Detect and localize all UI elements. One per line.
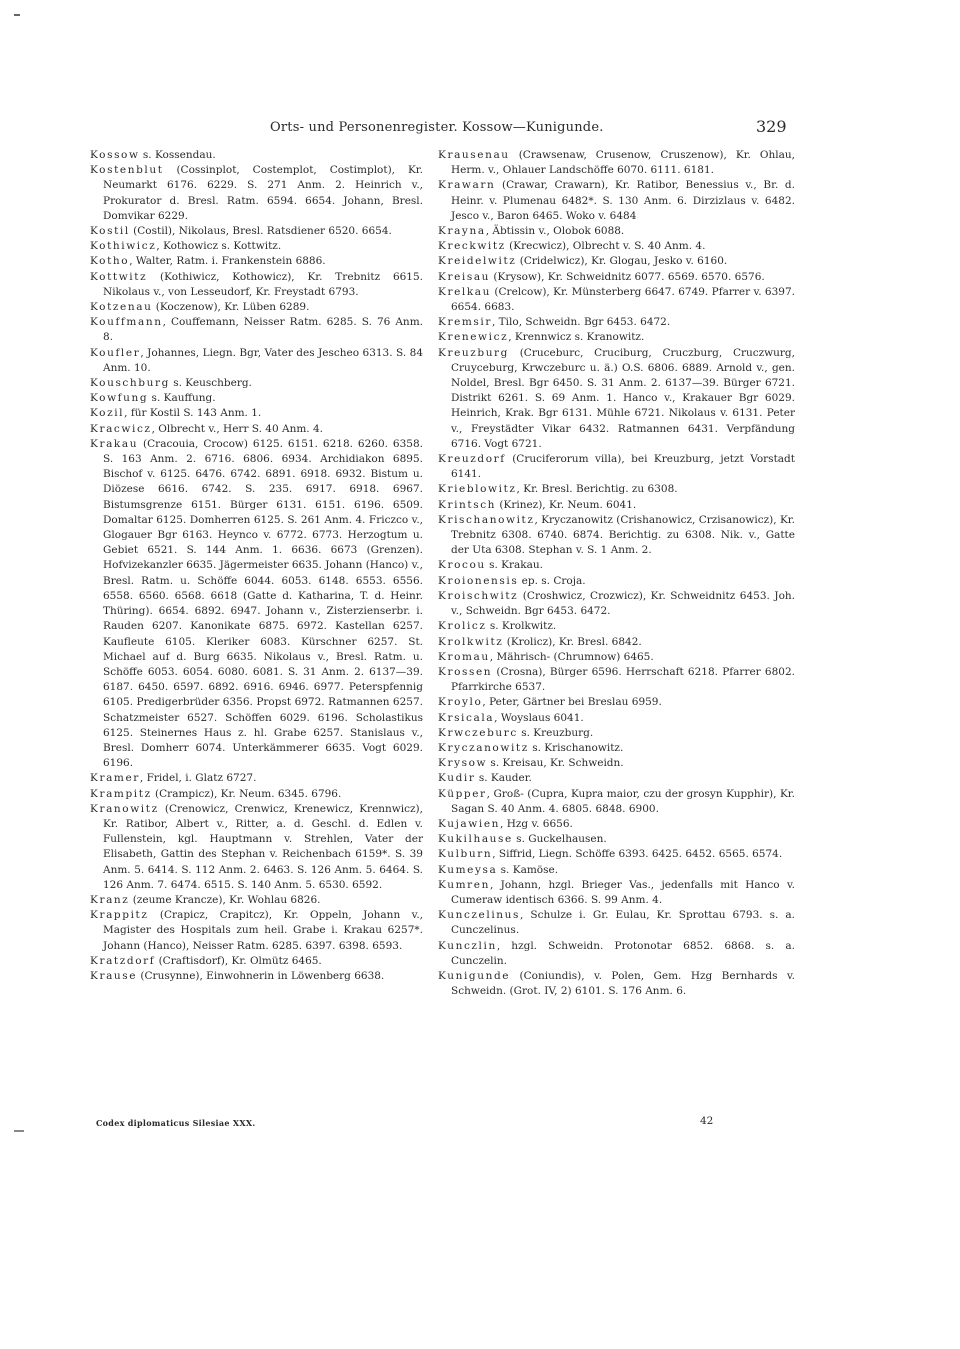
index-entry	[438, 878, 795, 908]
entry-text: (Crusynne), Einwohnerin in Löwenberg 6638.	[137, 969, 385, 982]
index-entry	[438, 574, 795, 589]
entry-text: s. Guckelhausen.	[512, 833, 607, 846]
entry-headword: Krieblowitz	[438, 483, 517, 496]
index-entry	[438, 270, 795, 285]
entry-text: s. Kamöse.	[497, 863, 559, 876]
index-entry	[438, 908, 795, 938]
index-entry	[438, 178, 795, 224]
index-entry	[90, 422, 423, 437]
entry-headword: Kunczelinus	[438, 909, 520, 922]
entry-headword: Kreidelwitz	[438, 255, 517, 268]
entry-headword: Koufler	[90, 346, 141, 359]
entry-text: , Peter, Gärtner bei Breslau 6959.	[482, 696, 662, 709]
entry-headword: Kowfung	[90, 392, 149, 405]
entry-headword: Kotzenau	[90, 301, 153, 314]
index-entry	[438, 969, 795, 999]
index-entry	[438, 315, 795, 330]
index-entry	[438, 711, 795, 726]
entry-headword: Krolicz	[438, 620, 487, 633]
entry-text: (Costil), Nikolaus, Bresl. Ratsdiener 6520. 6654.	[129, 225, 392, 238]
entry-headword: Kranz	[90, 893, 130, 906]
entry-text: , Johann, hzgl. Brieger Vas., jedenfalls mit Hanco v. Cumeraw identisch 6366. S. 99 Anm. 4.	[451, 878, 795, 906]
index-entry	[90, 224, 423, 239]
entry-text: (Koczenow), Kr. Lüben 6289.	[152, 301, 310, 314]
index-entry	[438, 832, 795, 847]
index-entry	[90, 163, 423, 224]
entry-headword: Kouffmann	[90, 316, 163, 329]
entry-headword: Krocou	[438, 559, 486, 572]
entry-headword: Kremsir	[438, 316, 492, 329]
entry-headword: Kunczlin	[438, 939, 497, 952]
entry-text: , Krennwicz s. Kranowitz.	[508, 331, 645, 344]
scan-edge-mark	[14, 14, 20, 16]
entry-headword: Kroylo	[438, 696, 483, 709]
entry-text: (Crenowicz, Crenwicz, Krenewicz, Krennwicz), Kr. Ratibor, Albert v., Ritter, a. d. Geschl. d. Edlen v. Fullenstein, kgl. Hauptmann v. Strehlen, Vater der Elisabeth, Gattin des Stephan v. Reichenbach 6159*. S. 39 Anm. 5. 6414. S. 112 Anm. 2. 6463. S. 126 Anm. 5. 6464. S. 126 Anm. 7. 6474. 6515. S. 140 Anm. 5. 6530. 6592.	[103, 802, 423, 891]
index-entry	[438, 452, 795, 482]
index-entry	[90, 406, 423, 421]
entry-headword: Kramer	[90, 772, 140, 785]
entry-text: s. Krakau.	[485, 559, 543, 572]
entry-text: , Fridel, i. Glatz 6727.	[139, 772, 257, 785]
entry-headword: Kostenblut	[90, 164, 164, 177]
index-entry	[438, 513, 795, 559]
entry-text: (Coniundis), v. Polen, Gem. Hzg Bernhards v. Schweidn. (Grot. IV, 2) 6101. S. 176 Anm. 6.	[451, 969, 795, 998]
entry-headword: Krappitz	[90, 909, 149, 922]
entry-headword: Kroionensis	[438, 574, 519, 587]
entry-text: , Hzg v. 6656.	[500, 817, 573, 830]
entry-text: , für Kostil S. 143 Anm. 1.	[124, 407, 262, 420]
entry-text: , Siffrid, Liegn. Schöffe 6393. 6425. 6452. 6565. 6574.	[492, 848, 783, 861]
index-entry	[438, 498, 795, 513]
index-entry	[438, 148, 795, 178]
index-entry	[90, 376, 423, 391]
index-entry	[90, 437, 423, 771]
entry-headword: Krintsch	[438, 498, 497, 511]
entry-headword: Kreckwitz	[438, 240, 506, 253]
entry-text: , Woyslaus 6041.	[494, 711, 584, 724]
index-entry	[90, 954, 423, 969]
entry-headword: Kreuzburg	[438, 346, 509, 359]
index-entry	[438, 726, 795, 741]
entry-text: , Olbrecht v., Herr S. 40 Anm. 4.	[151, 422, 323, 435]
entry-text: (zeume Krancze), Kr. Wohlau 6826.	[129, 893, 321, 906]
entry-headword: Kromau	[438, 650, 490, 663]
entry-headword: Krsicala	[438, 711, 495, 724]
index-entry	[438, 817, 795, 832]
entry-text: (Crawar, Crawarn), Kr. Ratibor, Benessius v., Br. d. Heinr. v. Plumenau 6482*. S. 130 Anm. 6. Dirzizlaus v. 6482. Jesco v., Baron 6465. Woko v. 6484	[451, 179, 795, 222]
entry-headword: Kumren	[438, 878, 490, 891]
index-column-left	[90, 148, 423, 984]
entry-text: (Krysow), Kr. Schweidnitz 6077. 6569. 6570. 6576.	[490, 270, 765, 283]
entry-text: (Cruceburc, Cruciburg, Cruczburg, Cruczwurg, Cruyceburg, Krwczeburc u. ä.) O.S. 6806. 6889. Arnold v., gen. Noldel, Bresl. Bgr 6450. S. 31 Anm. 2. 6137—39. Bürger 6721. Distrikt 6261. S. 69 Anm. 1. Hanco v., Krakauer Bgr 6029. Heinrich, Krak. Bgr 6131. Mühle 6721. Nikolaus v. 6131. Peter v., Freystädter Vikar 6432. Ratmannen 6431. Verpfändung 6716. Vogt 6721.	[451, 346, 795, 450]
running-title: Orts- und Personenregister. Kossow—Kunigunde.	[270, 120, 604, 135]
index-entry	[90, 908, 423, 954]
index-entry	[438, 847, 795, 862]
entry-headword: Kottwitz	[90, 270, 148, 283]
entry-headword: Kroischwitz	[438, 589, 519, 602]
entry-headword: Kumeysa	[438, 863, 498, 876]
index-entry	[438, 771, 795, 786]
index-entry	[438, 635, 795, 650]
index-entry	[90, 346, 423, 376]
entry-headword: Krakau	[90, 437, 139, 450]
entry-text: , Kr. Bresl. Berichtig. zu 6308.	[516, 483, 678, 496]
entry-headword: Krossen	[438, 665, 493, 678]
entry-text: (Craftisdorf), Kr. Olmütz 6465.	[155, 954, 322, 967]
index-entry	[90, 148, 423, 163]
index-entry	[438, 482, 795, 497]
entry-headword: Krenewicz	[438, 331, 509, 344]
entry-text: , Walter, Ratm. i. Frankenstein 6886.	[129, 255, 326, 268]
index-entry	[438, 619, 795, 634]
index-column-right	[438, 148, 795, 999]
entry-text: (Crosna), Bürger 6596. Herrschaft 6218. Pfarrer 6802. Pfarrkirche 6537.	[451, 665, 795, 694]
entry-headword: Krelkau	[438, 285, 492, 298]
entry-text: (Krinez), Kr. Neum. 6041.	[496, 498, 637, 511]
entry-headword: Krolkwitz	[438, 635, 504, 648]
entry-text: (Kothiwicz, Kothowicz), Kr. Trebnitz 6615. Nikolaus v., von Lesseudorf, Kr. Freystadt 6793.	[103, 270, 423, 298]
entry-headword: Kozil	[90, 407, 125, 420]
index-entry	[90, 771, 423, 786]
index-entry	[90, 254, 423, 269]
entry-headword: Krampitz	[90, 787, 152, 800]
entry-headword: Kukilhause	[438, 833, 513, 846]
entry-text: , Kryczanowitz (Crishanowicz, Crzisanowicz), Kr. Trebnitz 6308. 6740. 6874. Berichtig. zu 6308. Nik. v., Gatte der Uta 6308. Stephan v. S. 1 Anm. 2.	[451, 513, 795, 557]
entry-headword: Kothiwicz	[90, 240, 157, 253]
entry-headword: Kotho	[90, 255, 130, 268]
entry-headword: Kracwicz	[90, 422, 152, 435]
entry-text: , Äbtissin v., Olobok 6088.	[485, 225, 625, 238]
entry-text: , Couffemann, Neisser Ratm. 6285. S. 76 Anm. 8.	[103, 316, 423, 344]
entry-text: (Croshwicz, Crozwicz), Kr. Schweidnitz 6453. Joh. v., Schweidn. Bgr 6453. 6472.	[451, 589, 795, 618]
entry-headword: Krwczeburc	[438, 726, 518, 739]
index-entry	[90, 270, 423, 300]
page-number: 329	[756, 117, 787, 136]
entry-headword: Kujawien	[438, 817, 501, 830]
entry-text: s. Kauder.	[475, 772, 532, 785]
index-entry	[90, 391, 423, 406]
index-entry	[438, 239, 795, 254]
entry-headword: Krause	[90, 969, 138, 982]
index-entry	[438, 650, 795, 665]
entry-text: (Krolicz), Kr. Bresl. 6842.	[503, 635, 642, 648]
entry-headword: Kryczanowitz	[438, 741, 529, 754]
printer-signature: Codex diplomaticus Silesiae XXX.	[96, 1118, 256, 1128]
sheet-number: 42	[700, 1115, 714, 1127]
index-entry	[90, 300, 423, 315]
entry-text: (Cruciferorum villa), bei Kreuzburg, jetzt Vorstadt 6141.	[451, 453, 795, 481]
entry-headword: Krysow	[438, 757, 488, 770]
entry-headword: Kranowitz	[90, 802, 159, 815]
entry-headword: Kossow	[90, 149, 140, 161]
index-entry	[90, 969, 423, 984]
index-entry	[90, 893, 423, 908]
entry-headword: Kratzdorf	[90, 954, 156, 967]
entry-text: (Cracouia, Crocow) 6125. 6151. 6218. 6260. 6358. S. 163 Anm. 2. 6716. 6806. 6934. Archidiakon 6895. Bischof v. 6125. 6476. 6742. 6891. 6918. 6932. Bistum u. Diözese 6616. 6742. S. 235. 6917. 6918. 6967. Bistumsgrenze 6151. Bürger 6131. 6151. 6196. 6509. Domaltar 6125. Domherren 6125. S. 261 Anm. 4. Friczco v., Glogauer Bgr 6163. Heynco v. 6772. 6773. Herzogtum u. Gebiet 6521. S. 144 Anm. 1. 6636. 6673 (Grenzen). Hofvizekanzler 6635. Jägermeister 6635. Johann (Hanco) v., Bresl. Ratm. u. Schöffe 6044. 6053. 6148. 6553. 6556. 6558. 6560. 6568. 6618 (Gatte d. Katharina, T. d. Heinr. Thüring). 6654. 6892. 6947. Johann v., Zisterzienserbr. i. Rauden 6207. Kanonikate 6875. 6972. Kastellan 6257. Kaufleute 6105. Kleriker 6083. Kürschner 6257. St. Michael auf d. Burg 6635. Nikolaus v., Bresl. Ratm. u. Schöffe 6053. 6054. 6080. 6081. S. 31 Anm. 2. 6137—39. 6187. 6450. 6597. 6892. 6916. 6946. 6977. Peterspfennig 6105. Predigerbrüder 6356. Propst 6972. Ratmannen 6257. Schatzmeister 6527. Schöffen 6029. 6196. Scholastikus 6125. Steinernes Haus z. hl. Grabe 6257. Stanislaus v., Bresl. Domherr 6074. Unterkämmerer 6635. Vogt 6029. 6196.	[103, 437, 423, 770]
entry-text: s. Kreuzburg.	[517, 726, 594, 739]
entry-text: (Crampicz), Kr. Neum. 6345. 6796.	[151, 787, 342, 800]
entry-text: s. Krolkwitz.	[486, 620, 557, 633]
entry-headword: Küpper	[438, 787, 487, 800]
page-header	[0, 117, 960, 140]
entry-text: (Crapicz, Crapitcz), Kr. Oppeln, Johann v., Magister des Hospitals zum heil. Grabe i. Krakau 6257*. Johann (Hanco), Neisser Ratm. 6285. 6397. 6398. 6593.	[103, 909, 423, 952]
entry-text: , Mährisch- (Chrumnow) 6465.	[489, 650, 654, 663]
entry-headword: Krausenau	[438, 149, 510, 161]
entry-text: s. Krischanowitz.	[528, 741, 624, 754]
index-entry	[438, 330, 795, 345]
entry-text: , Johannes, Liegn. Bgr, Vater des Jescheo 6313. S. 84 Anm. 10.	[103, 346, 423, 374]
entry-text: , Tilo, Schweidn. Bgr 6453. 6472.	[492, 316, 671, 329]
entry-headword: Krischanowitz	[438, 513, 535, 526]
entry-text: (Cossinplot, Costemplot, Costimplot), Kr. Neumarkt 6176. 6229. S. 271 Anm. 2. Heinrich v., Prokurator d. Bresl. Ratm. 6594. 6654. Johann, Bresl. Domvikar 6229.	[103, 164, 423, 222]
index-entry	[438, 939, 795, 969]
entry-text: s. Kreisau, Kr. Schweidn.	[487, 757, 624, 770]
entry-text: s. Keuschberg.	[169, 377, 252, 390]
index-entry	[90, 802, 423, 893]
entry-headword: Krayna	[438, 225, 486, 238]
entry-text: , Schulze i. Gr. Eulau, Kr. Sprottau 6793. s. a. Cunczelinus.	[451, 909, 795, 937]
index-entry	[438, 756, 795, 771]
entry-text: , Groß- (Cupra, Kupra maior, czu der grosyn Kupphir), Kr. Sagan S. 40 Anm. 4. 6805. 6848. 6900.	[451, 787, 795, 815]
entry-headword: Kouschburg	[90, 377, 170, 390]
entry-headword: Kreisau	[438, 270, 491, 283]
entry-text: (Krecwicz), Olbrecht v. S. 40 Anm. 4.	[505, 240, 706, 253]
entry-text: (Crawsenaw, Crusenow, Cruszenow), Kr. Ohlau, Herm. v., Ohlauer Landschöffe 6070. 6111. 6181.	[451, 149, 795, 177]
index-entry	[438, 254, 795, 269]
page-footer	[0, 1115, 960, 1138]
index-entry	[438, 787, 795, 817]
entry-headword: Krawarn	[438, 179, 496, 192]
index-entry	[90, 239, 423, 254]
entry-text: ep. s. Croja.	[518, 574, 586, 587]
entry-headword: Kunigunde	[438, 969, 511, 982]
index-entry	[438, 589, 795, 619]
index-entry	[438, 346, 795, 452]
index-entry	[90, 315, 423, 345]
entry-headword: Kreuzdorf	[438, 453, 506, 466]
entry-text: , Kothowicz s. Kottwitz.	[156, 240, 282, 253]
entry-headword: Kostil	[90, 225, 130, 238]
index-entry	[438, 285, 795, 315]
index-entry	[438, 863, 795, 878]
entry-text: (Crelcow), Kr. Münsterberg 6647. 6749. Pfarrer v. 6397. 6654. 6683.	[451, 285, 795, 314]
index-entry	[438, 695, 795, 710]
index-entry	[438, 665, 795, 695]
entry-headword: Kulburn	[438, 848, 493, 861]
entry-text: s. Kauffung.	[148, 392, 216, 405]
entry-headword: Kudir	[438, 772, 476, 785]
entry-text: (Cridelwicz), Kr. Glogau, Jesko v. 6160.	[516, 255, 728, 268]
entry-text: s. Kossendau.	[139, 149, 216, 161]
index-entry	[438, 558, 795, 573]
entry-text: , hzgl. Schweidn. Protonotar 6852. 6868. s. a. Cunczelin.	[451, 939, 795, 967]
index-entry	[438, 741, 795, 756]
index-entry	[438, 224, 795, 239]
index-entry	[90, 787, 423, 802]
